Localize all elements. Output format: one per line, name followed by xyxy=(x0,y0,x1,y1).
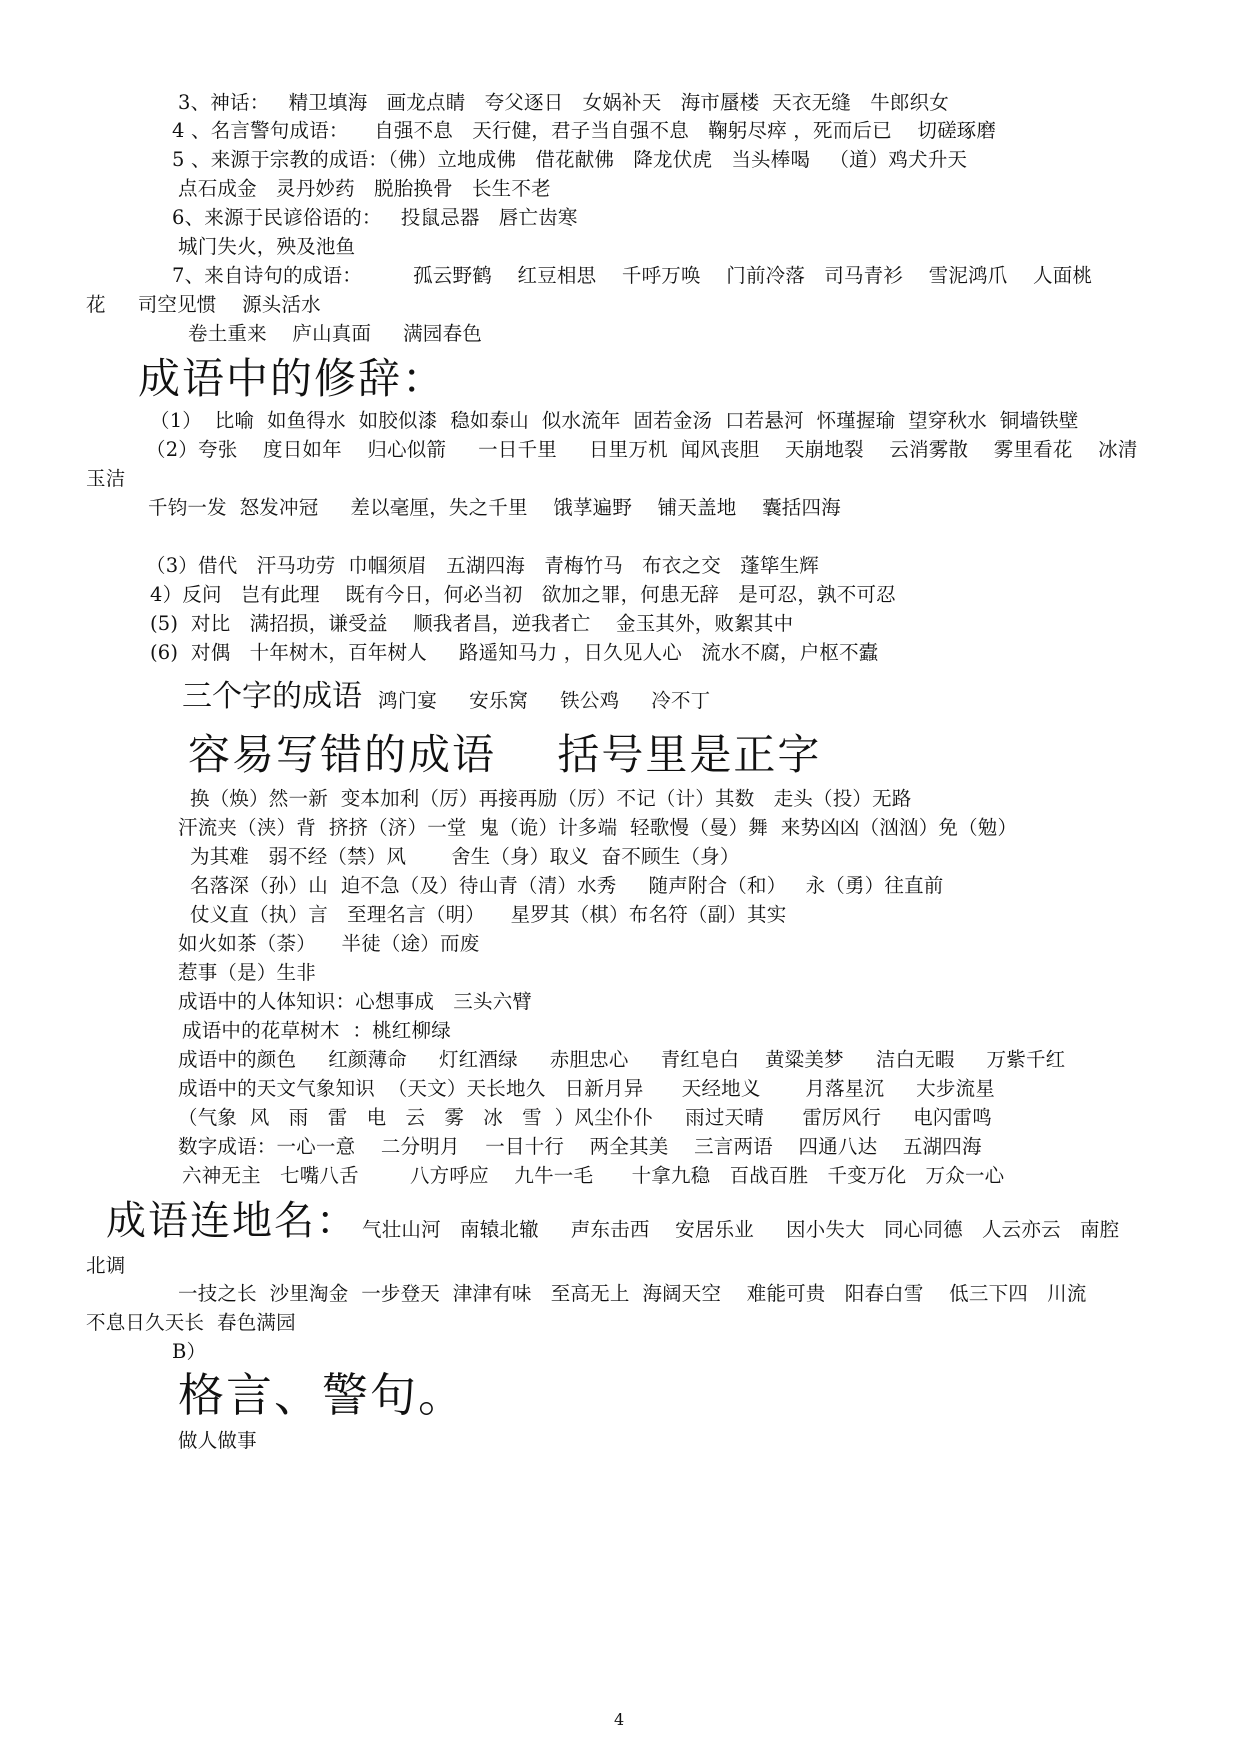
heading-maxims: 格言、警句。 xyxy=(178,1368,466,1422)
text-line: 数字成语：一心一意 二分明月 一目十行 两全其美 三言两语 四通八达 五湖四海 xyxy=(178,1135,982,1158)
text-line: 成语中的人体知识：心想事成 三头六臂 xyxy=(178,990,533,1013)
text-line: 惹事（是）生非 xyxy=(178,961,316,984)
text-line: 北调 xyxy=(86,1254,126,1277)
text-line: B） xyxy=(172,1340,207,1363)
text-line: 做人做事 xyxy=(178,1429,257,1452)
text-line: 仗义直（执）言 至理名言（明） 星罗其（棋）布名符（副）其实 xyxy=(190,903,787,926)
text-line: 3、神话： 精卫填海 画龙点睛 夸父逐日 女娲补天 海市蜃楼 天衣无缝 牛郎织女 xyxy=(178,91,949,114)
text-line: 鸿门宴 安乐窝 铁公鸡 冷不丁 xyxy=(378,689,711,712)
text-line: 5 、来源于宗教的成语：（佛）立地成佛 借花献佛 降龙伏虎 当头棒喝 （道）鸡犬升天 xyxy=(172,148,968,171)
text-line: （3）借代 汗马功劳 巾帼须眉 五湖四海 青梅竹马 布衣之交 蓬筚生辉 xyxy=(146,554,819,577)
text-line: （气象 风 雨 雷 电 云 雾 冰 雪 ）风尘仆仆 雨过天晴 雷厉风行 电闪雷鸣 xyxy=(178,1106,992,1129)
text-line: 4 、名言警句成语： 自强不息 天行健，君子当自强不息 鞠躬尽瘁 ，死而后已 切磋琢磨 xyxy=(172,119,997,142)
text-line: 6、来源于民谚俗语的： 投鼠忌器 唇亡齿寒 xyxy=(172,206,578,229)
heading-three-char-idioms: 三个字的成语 xyxy=(182,679,362,714)
text-line: 花 司空见惯 源头活水 xyxy=(86,293,321,316)
text-line: 城门失火，殃及池鱼 xyxy=(178,235,356,258)
text-line: 气壮山河 南辕北辙 声东击西 安居乐业 因小失大 同心同德 人云亦云 南腔 xyxy=(362,1218,1120,1241)
text-line: 成语中的花草树木 ：桃红柳绿 xyxy=(182,1019,451,1042)
text-line: 汗流夹（浃）背 挤挤（济）一堂 鬼（诡）计多端 轻歌慢（曼）舞 来势凶凶（汹汹）免（勉） xyxy=(178,816,1018,839)
page-number: 4 xyxy=(614,1710,625,1729)
text-line: (5) 对比 满招损，谦受益 顺我者昌，逆我者亡 金玉其外，败絮其中 xyxy=(150,612,794,635)
text-line: 玉洁 xyxy=(86,467,126,490)
text-line: 名落深（孙）山 迫不急（及）待山青（清）水秀 随声附合（和） 永（勇）往直前 xyxy=(190,874,944,897)
heading-rhetoric: 成语中的修辞： xyxy=(138,354,447,403)
text-line: 4）反问 岂有此理 既有今日，何必当初 欲加之罪，何患无辞 是可忍，孰不可忍 xyxy=(150,583,896,606)
text-line: 换（焕）然一新 变本加利（厉）再接再励（厉）不记（计）其数 走头（投）无路 xyxy=(190,787,912,810)
heading-idioms-with-places: 成语连地名： xyxy=(106,1198,358,1244)
text-line: 六神无主 七嘴八舌 八方呼应 九牛一毛 十拿九稳 百战百胜 千变万化 万众一心 xyxy=(182,1164,1005,1187)
text-line: 卷土重来 庐山真面 满园春色 xyxy=(188,322,482,345)
text-line: 7、来自诗句的成语： 孤云野鹤 红豆相思 千呼万唤 门前冷落 司马青衫 雪泥鸿爪 人面桃 xyxy=(172,264,1093,287)
text-line: （2）夸张 度日如年 归心似箭 一日千里 日里万机 闻风丧胆 天崩地裂 云消雾散 雾里看花 冰清 xyxy=(146,438,1138,461)
text-line: 成语中的颜色 红颜薄命 灯红酒绿 赤胆忠心 青红皂白 黄粱美梦 洁白无暇 万紫千红 xyxy=(178,1048,1066,1071)
text-line: 成语中的天文气象知识 （天文）天长地久 日新月异 天经地义 月落星沉 大步流星 xyxy=(178,1077,995,1100)
heading-common-mistakes: 容易写错的成语 括号里是正字 xyxy=(188,730,822,779)
text-line: (6) 对偶 十年树木，百年树人 路遥知马力 ，日久见人心 流水不腐，户枢不蠹 xyxy=(150,641,879,664)
text-line: 一技之长 沙里淘金 一步登天 津津有味 至高无上 海阔天空 难能可贵 阳春白雪 低三下四 川流 xyxy=(178,1282,1087,1305)
text-line: 如火如茶（荼） 半徒（途）而废 xyxy=(178,932,480,955)
text-line: 千钧一发 怒发冲冠 差以毫厘，失之千里 饿莩遍野 铺天盖地 囊括四海 xyxy=(148,496,841,519)
text-line: （1） 比喻 如鱼得水 如胶似漆 稳如泰山 似水流年 固若金汤 口若悬河 怀瑾握瑜 望穿秋水 铜墙铁壁 xyxy=(150,409,1079,432)
text-line: 不息日久天长 春色满园 xyxy=(86,1311,296,1334)
text-line: 为其难 弱不经（禁）风 舍生（身）取义 奋不顾生（身） xyxy=(190,845,740,868)
text-line: 点石成金 灵丹妙药 脱胎换骨 长生不老 xyxy=(178,177,551,200)
